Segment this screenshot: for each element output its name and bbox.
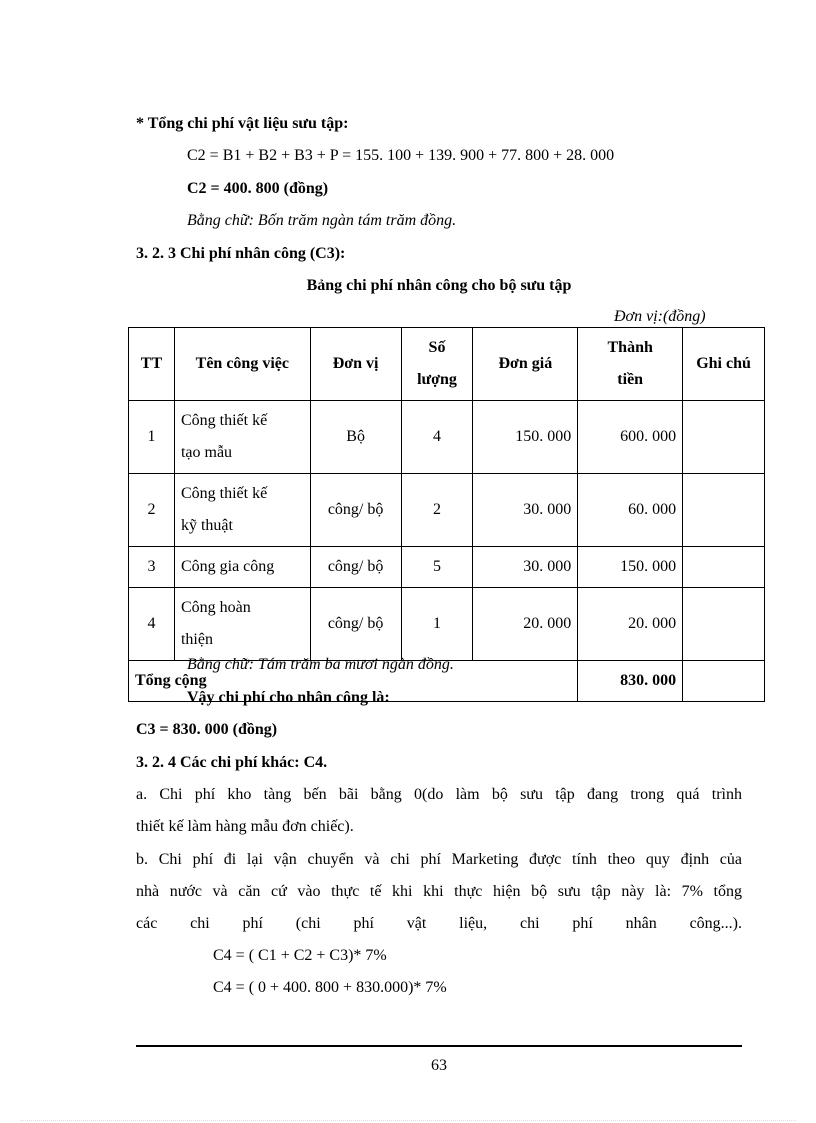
row-qty: 5 — [401, 547, 473, 588]
total-label: Tổng cộng — [129, 661, 578, 702]
row-amount: 60. 000 — [578, 474, 683, 547]
table-row — [129, 474, 765, 547]
table-row — [129, 588, 765, 661]
row-tt: 2 — [129, 474, 175, 547]
row-amount: 600. 000 — [578, 401, 683, 474]
row-job — [174, 588, 310, 661]
labor-conclusion: Vậy chi phí cho nhân công là: — [187, 689, 390, 706]
row-price: 20. 000 — [473, 588, 578, 661]
row-unit: công/ bộ — [310, 588, 401, 661]
labor-cost-table — [128, 327, 765, 702]
row-job — [174, 474, 310, 547]
footer-rule — [136, 1045, 742, 1047]
c4-formula-1: C4 = ( C1 + C2 + C3)* 7% — [213, 947, 387, 964]
para-a-line1: a. Chi phí kho tàng bến bãi bằng 0(do làm bộ sưu tập đang trong quá trình — [136, 786, 742, 803]
c2-result: C2 = 400. 800 (đồng) — [187, 180, 329, 197]
table-row — [129, 547, 765, 588]
para-b-line1: b. Chi phí đi lại vận chuyển và chi phí Marketing được tính theo quy định của — [136, 851, 742, 868]
page-number: 63 — [431, 1057, 447, 1074]
row-amount: 150. 000 — [578, 547, 683, 588]
row-qty: 1 — [401, 588, 473, 661]
row-price: 30. 000 — [473, 547, 578, 588]
row-amount: 20. 000 — [578, 588, 683, 661]
col-amount — [578, 328, 683, 401]
total-note — [683, 661, 765, 702]
row-job-line1: Công thiết kế — [180, 485, 268, 502]
col-amount-line1: Thành — [607, 339, 653, 356]
row-tt: 3 — [129, 547, 175, 588]
c3-result: C3 = 830. 000 (đồng) — [136, 721, 278, 738]
para-b-line2: nhà nước và căn cứ vào thực tế khi khi thực hiện bộ sưu tập này là: 7% tổng — [136, 883, 742, 900]
col-qty-line2: lượng — [417, 371, 457, 388]
row-job-line2: thiện — [180, 631, 213, 648]
labor-table-title: Bảng chi phí nhân công cho bộ sưu tập — [306, 277, 572, 294]
table-header-row — [129, 328, 765, 401]
labor-heading: 3. 2. 3 Chi phí nhân công (C3): — [136, 245, 346, 262]
other-costs-heading: 3. 2. 4 Các chi phí khác: C4. — [136, 754, 328, 771]
total-value: 830. 000 — [578, 661, 683, 702]
row-job: Công gia công — [174, 547, 310, 588]
c4-formula-2: C4 = ( 0 + 400. 800 + 830.000)* 7% — [213, 979, 447, 996]
col-qty-line1: Số — [428, 339, 446, 356]
para-a-line2: thiết kế làm hàng mẫu đơn chiếc). — [136, 818, 354, 835]
c3-in-words: Bằng chữ: Tám trăm ba mươi ngàn đồng. — [187, 656, 454, 673]
row-unit: công/ bộ — [310, 547, 401, 588]
row-price: 150. 000 — [473, 401, 578, 474]
c2-in-words: Bằng chữ: Bốn trăm ngàn tám trăm đồng. — [187, 212, 457, 229]
row-job — [174, 401, 310, 474]
total-materials-heading: * Tổng chi phí vật liệu sưu tập: — [136, 115, 349, 132]
row-note — [683, 474, 765, 547]
para-b-line3: các chi phí (chi phí vật liệu, chi phí nhân công...). — [136, 915, 742, 932]
col-job: Tên công việc — [174, 328, 310, 401]
col-amount-line2: tiền — [617, 371, 644, 388]
row-job-line2: kỹ thuật — [180, 517, 233, 534]
col-qty — [401, 328, 473, 401]
row-tt: 4 — [129, 588, 175, 661]
col-tt: TT — [129, 328, 175, 401]
row-qty: 4 — [401, 401, 473, 474]
row-qty: 2 — [401, 474, 473, 547]
col-price: Đơn giá — [473, 328, 578, 401]
row-job-line2: tạo mẫu — [180, 444, 233, 461]
row-note — [683, 401, 765, 474]
row-job-line1: Công hoàn — [180, 599, 251, 616]
row-tt: 1 — [129, 401, 175, 474]
row-unit: Bộ — [310, 401, 401, 474]
table-row — [129, 401, 765, 474]
row-note — [683, 588, 765, 661]
row-note — [683, 547, 765, 588]
c2-formula: C2 = B1 + B2 + B3 + P = 155. 100 + 139. 900 + 77. 800 + 28. 000 — [187, 147, 615, 164]
row-unit: công/ bộ — [310, 474, 401, 547]
col-unit: Đơn vị — [310, 328, 401, 401]
col-note: Ghi chú — [683, 328, 765, 401]
row-price: 30. 000 — [473, 474, 578, 547]
page-bottom-border — [20, 1120, 796, 1121]
row-job-line1: Công thiết kế — [180, 412, 268, 429]
unit-note: Đơn vị:(đồng) — [614, 308, 706, 325]
